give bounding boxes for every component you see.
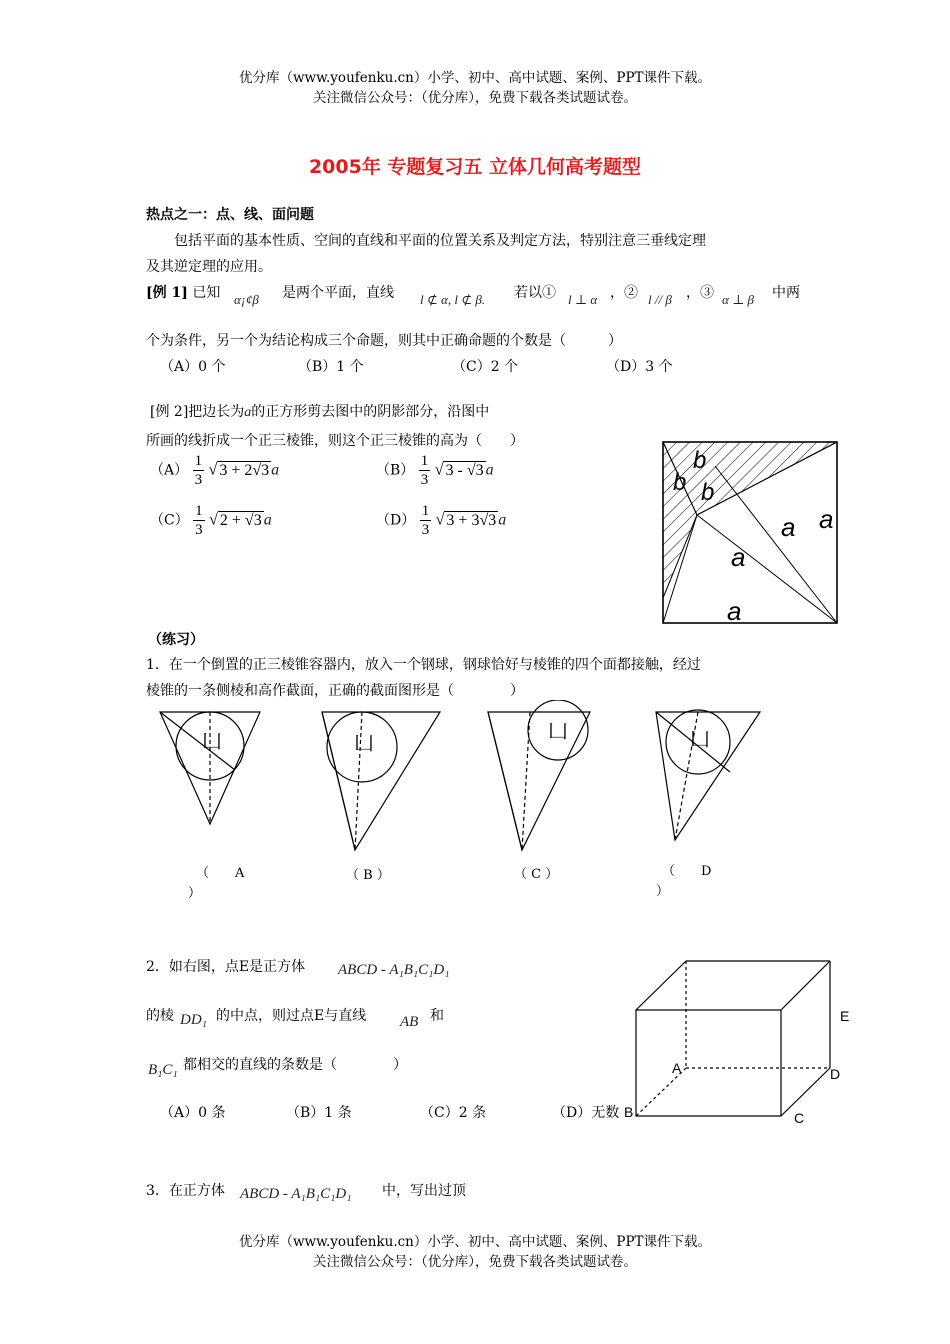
folding-square-figure bbox=[655, 438, 845, 628]
svg-text:a: a bbox=[781, 512, 796, 542]
example-1-line-1: [例 1] 已知 bbox=[146, 285, 221, 301]
footer-line-1: 优分库（www.youfenku.cn）小学、初中、高中试题、案例、PPT课件下载。 bbox=[238, 1234, 712, 1250]
figure-b bbox=[322, 712, 440, 850]
q2-option-c: （C）2 条 bbox=[420, 1105, 487, 1121]
math-line-b1c1: B₁C₁ bbox=[148, 1062, 178, 1078]
ex2-option-d: （D） $\frac{1}{3}$ √ 3 + 3√3 a bbox=[376, 503, 507, 538]
header-line-1: 优分库（www.youfenku.cn）小学、初中、高中试题、案例、PPT课件下载。 bbox=[238, 70, 712, 86]
q2-option-a: （A）0 条 bbox=[160, 1105, 226, 1121]
question-3-line-1: 3．在正方体 bbox=[146, 1183, 225, 1199]
label-d-top: （ D bbox=[662, 864, 712, 879]
svg-text:凵: 凵 bbox=[202, 731, 222, 753]
ex1-option-b: （B）1 个 bbox=[298, 359, 364, 375]
svg-text:D: D bbox=[830, 1066, 841, 1082]
cube-figure bbox=[618, 955, 858, 1135]
math-line-ab: AB bbox=[400, 1014, 419, 1030]
example-1-line-2: 个为条件，另一个为结论构成三个命题，则其中正确命题的个数是（ ） bbox=[146, 333, 622, 349]
intro-line-1: 包括平面的基本性质、空间的直线和平面的位置关系及判定方法，特别注意三垂线定理 bbox=[174, 233, 706, 249]
svg-text:a: a bbox=[819, 504, 834, 534]
label-c: （ C ） bbox=[514, 867, 559, 882]
svg-text:B: B bbox=[624, 1104, 634, 1120]
page-title: 2005年 专题复习五 立体几何高考题型 bbox=[308, 156, 642, 178]
question-1-line-2: 棱锥的一条侧棱和高作截面，正确的截面图形是（ ） bbox=[146, 683, 524, 699]
figure-c bbox=[488, 700, 590, 850]
math-condition-1: l ⊥ α bbox=[568, 292, 598, 307]
math-alpha-beta: α¡¢β bbox=[234, 292, 259, 307]
math-cube-name: ABCD - A₁B₁C₁D₁ bbox=[338, 962, 450, 978]
question-2-line-1: 2．如右图，点E是正方体 bbox=[146, 959, 306, 975]
figure-d bbox=[656, 710, 760, 840]
label-a-bottom: ） bbox=[188, 886, 202, 901]
example-2-line-2: 所画的线折成一个正三棱锥，则这个正三棱锥的高为（ ） bbox=[146, 433, 524, 449]
math-edge-dd1: DD₁ bbox=[180, 1012, 207, 1028]
svg-text:b: b bbox=[673, 469, 687, 496]
section-heading: 热点之一：点、线、面问题 bbox=[146, 207, 314, 223]
label-d-bottom: ） bbox=[656, 884, 670, 899]
ex2-option-a: （A） $\frac{1}{3}$ √ 3 + 2√3 a bbox=[150, 453, 280, 488]
svg-text:E: E bbox=[840, 1008, 850, 1024]
ex1-option-a: （A）0 个 bbox=[160, 359, 226, 375]
math-line-not-in-planes: l ⊄ α, l ⊄ β. bbox=[420, 292, 486, 307]
svg-text:a: a bbox=[731, 542, 746, 572]
svg-text:凵: 凵 bbox=[354, 733, 374, 755]
svg-text:凵: 凵 bbox=[690, 729, 710, 751]
footer-line-2: 关注微信公众号：（优分库），免费下载各类试题试卷。 bbox=[313, 1254, 637, 1270]
svg-text:A: A bbox=[672, 1060, 682, 1076]
svg-text:凵: 凵 bbox=[548, 721, 568, 743]
intro-line-2: 及其逆定理的应用。 bbox=[146, 259, 272, 275]
math-condition-2: l // β bbox=[648, 292, 672, 307]
example-2-label: [例 2] bbox=[150, 404, 189, 420]
svg-text:C: C bbox=[794, 1110, 805, 1126]
svg-text:b: b bbox=[693, 447, 707, 474]
ex2-option-b: （B） $\frac{1}{3}$ √ 3 - √3 a bbox=[376, 453, 494, 488]
label-b: （ B ） bbox=[346, 868, 390, 883]
example-1-label: [例 1] bbox=[146, 285, 188, 301]
figure-a bbox=[160, 712, 260, 824]
label-a-top: （ A bbox=[196, 866, 245, 881]
svg-text:a: a bbox=[727, 596, 742, 626]
math-condition-3: α ⊥ β bbox=[722, 292, 755, 307]
math-cube-name-q3: ABCD - A₁B₁C₁D₁ bbox=[240, 1186, 352, 1202]
ex1-option-c: （C）2 个 bbox=[452, 359, 519, 375]
q2-option-d: （D）无数 bbox=[552, 1105, 620, 1121]
header-line-2: 关注微信公众号：（优分库），免费下载各类试题试卷。 bbox=[313, 90, 637, 106]
ex2-option-c: （C） $\frac{1}{3}$ √ 2 + √3 a bbox=[150, 503, 272, 538]
cone-section-figures bbox=[150, 700, 850, 870]
ex1-option-d: （D）3 个 bbox=[606, 359, 673, 375]
example-2-line-1: [例 2]把边长为a的正方形剪去图中的阴影部分，沿图中 bbox=[150, 404, 490, 420]
q2-option-b: （B）1 条 bbox=[286, 1105, 352, 1121]
svg-text:b: b bbox=[701, 479, 715, 506]
question-1-line-1: 1．在一个倒置的正三棱锥容器内，放入一个钢球，钢球恰好与棱锥的四个面都接触，经过 bbox=[146, 657, 701, 673]
practice-heading: （练习） bbox=[148, 632, 204, 648]
